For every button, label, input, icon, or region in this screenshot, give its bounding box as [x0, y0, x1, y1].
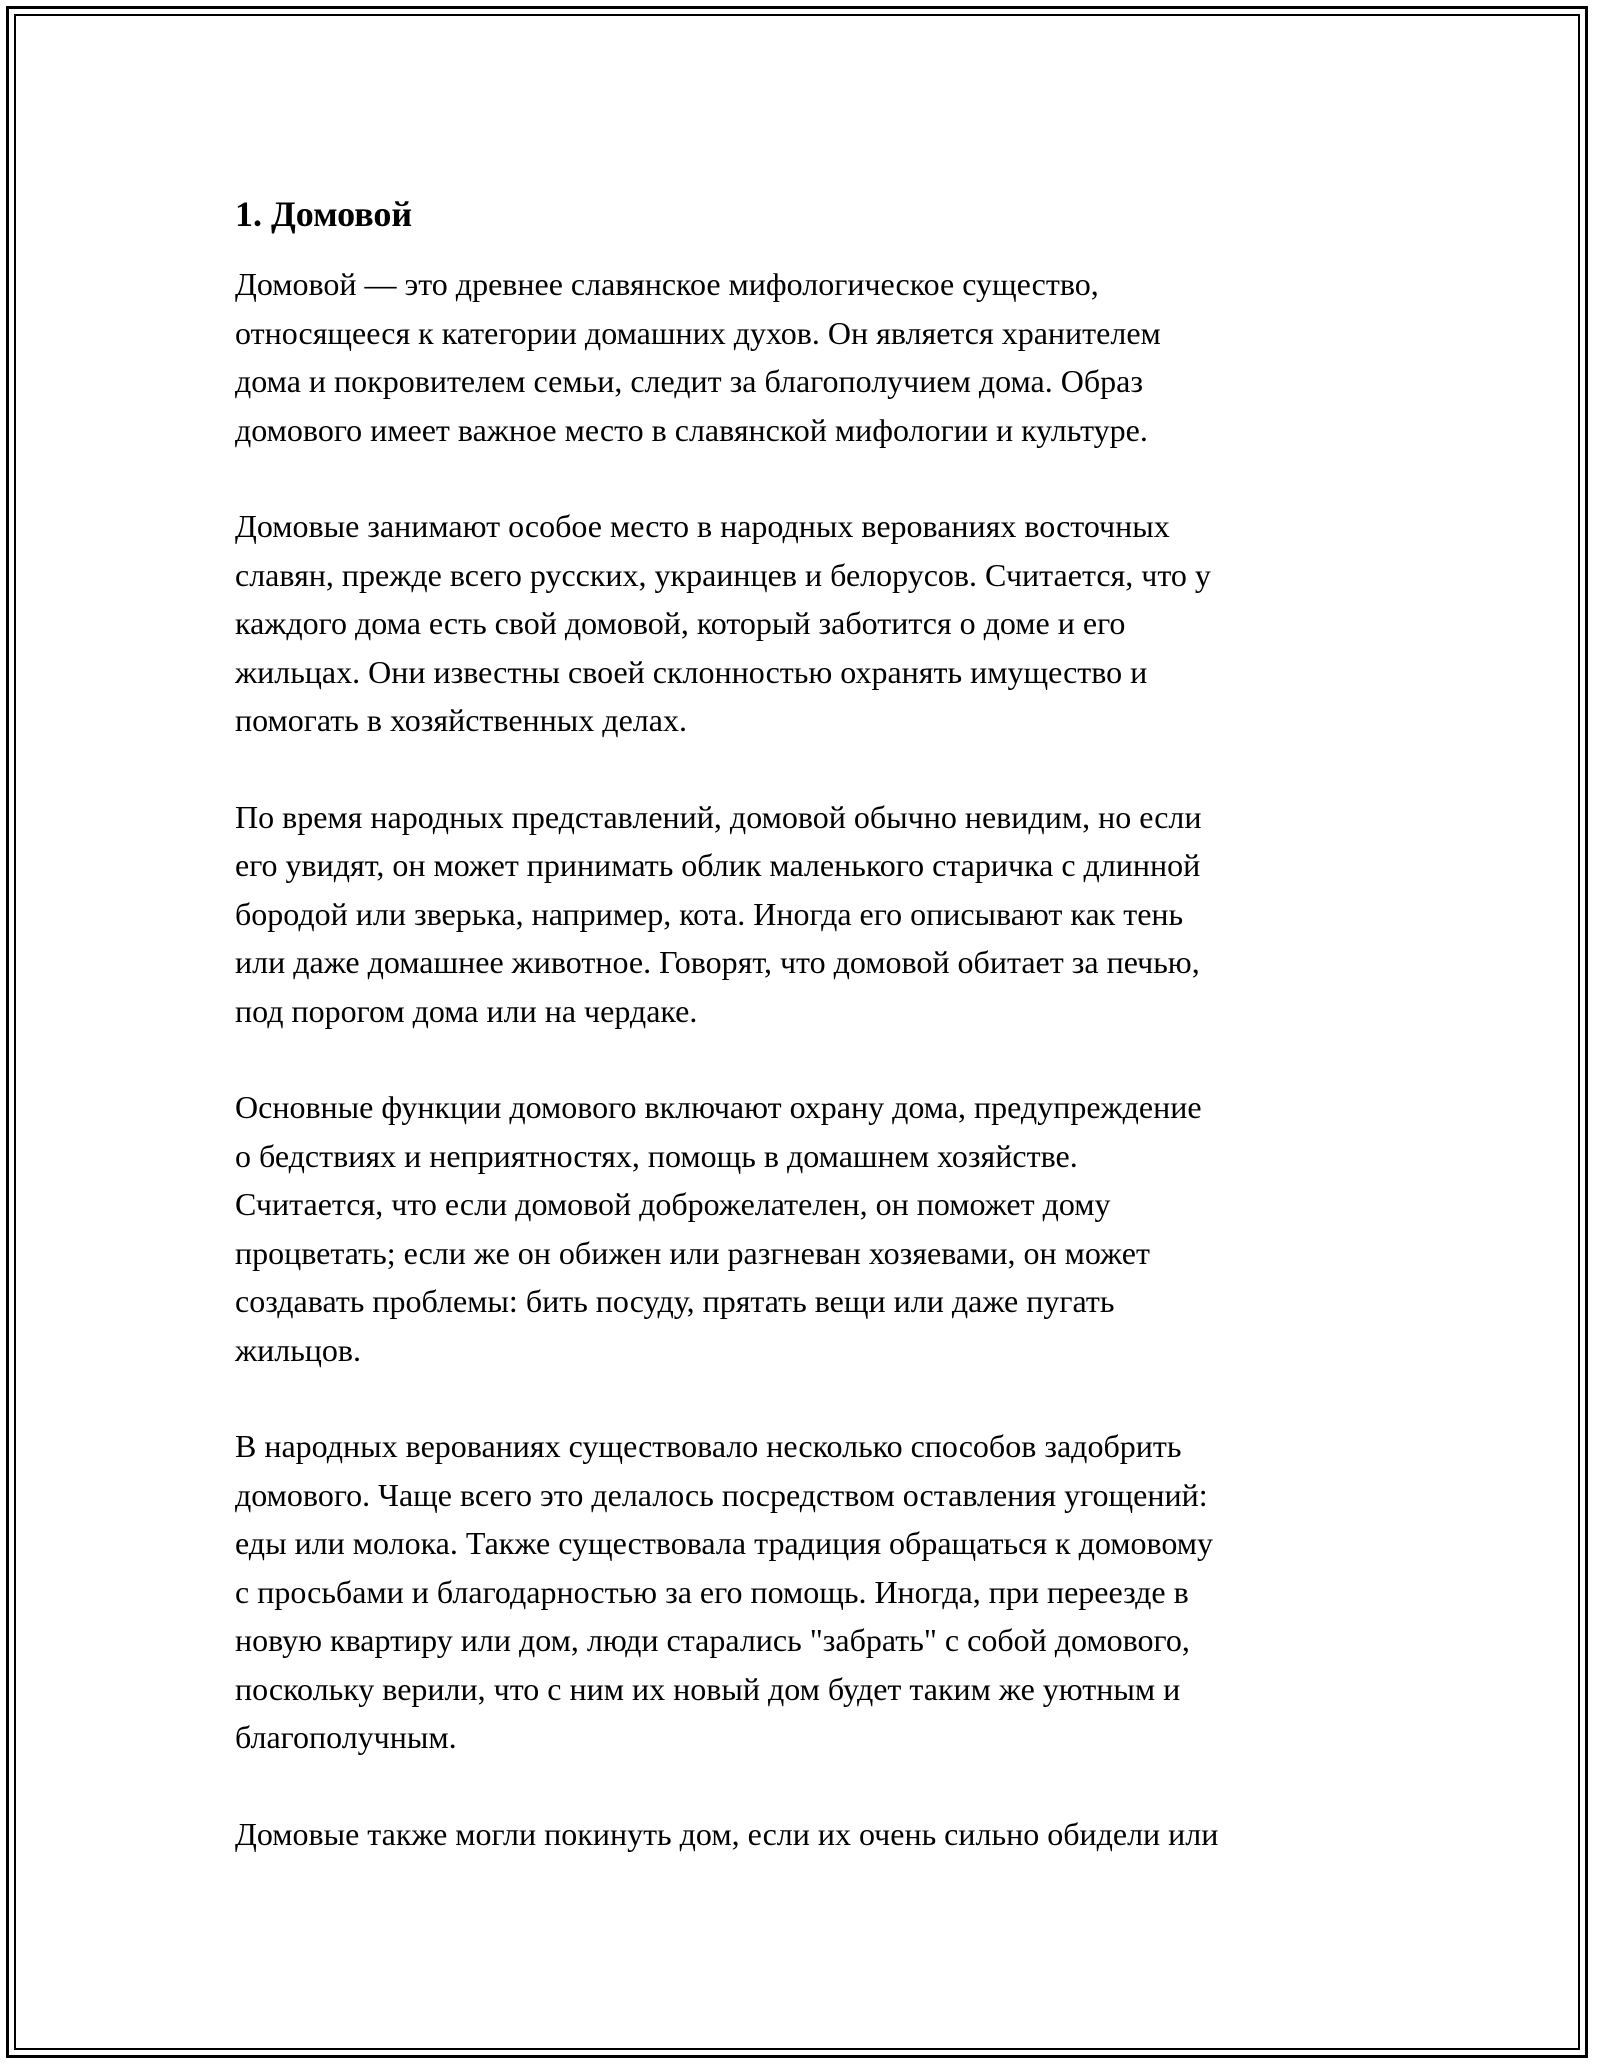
paragraph-3: По время народных представлений, домовой обычно невидим, но если его увидят, он может принимать облик маленького старичка с длинной бородой или зверька, например, кота. Иногда его описывают как тень или даже домашнее животное. Говорят, что домовой обитает за печью, под порогом дома или на чердаке.	[235, 798, 1202, 1029]
paragraph-5: В народных верованиях существовало несколько способов задобрить домового. Чаще всего это делалось посредством оставления угощений: еды или молока. Также существовала традиция обращаться к домовому с просьбами и благодарностью за его помощь. Иногда, при переезде в новую квартиру или дом, люди старались "забрать" с собой домового, поскольку верили, что с ним их новый дом будет таким же уютным и благополучным.	[235, 1428, 1214, 1755]
paragraph-6: Домовые также могли покинуть дом, если их очень сильно обидели или	[235, 1815, 1219, 1852]
paragraph-2: Домовые занимают особое место в народных верованиях восточных славян, прежде всего русских, украинцев и белорусов. Считается, что у каждого дома есть свой домовой, который заботится о доме и его жильцах. Они известны своей склонностью охранять имущество и помогать в хозяйственных делах.	[235, 508, 1211, 738]
paragraph-4: Основные функции домового включают охрану дома, предупреждение о бедствиях и неприятностях, помощь в домашнем хозяйстве. Считается, что если домовой доброжелателен, он поможет дому процветать; если же он обижен или разгневан хозяевами, он может создавать проблемы: бить посуду, прятать вещи или даже пугать жильцов.	[235, 1089, 1202, 1368]
section-heading: 1. Домовой	[235, 194, 413, 234]
document-body	[235, 190, 1375, 1906]
paragraph-1: Домовой — это древнее славянское мифологическое существо, относящееся к категории домашних духов. Он является хранителем дома и покровителем семьи, следит за благополучием дома. Образ домового имеет важное место в славянской мифологии и культуре.	[235, 266, 1161, 448]
